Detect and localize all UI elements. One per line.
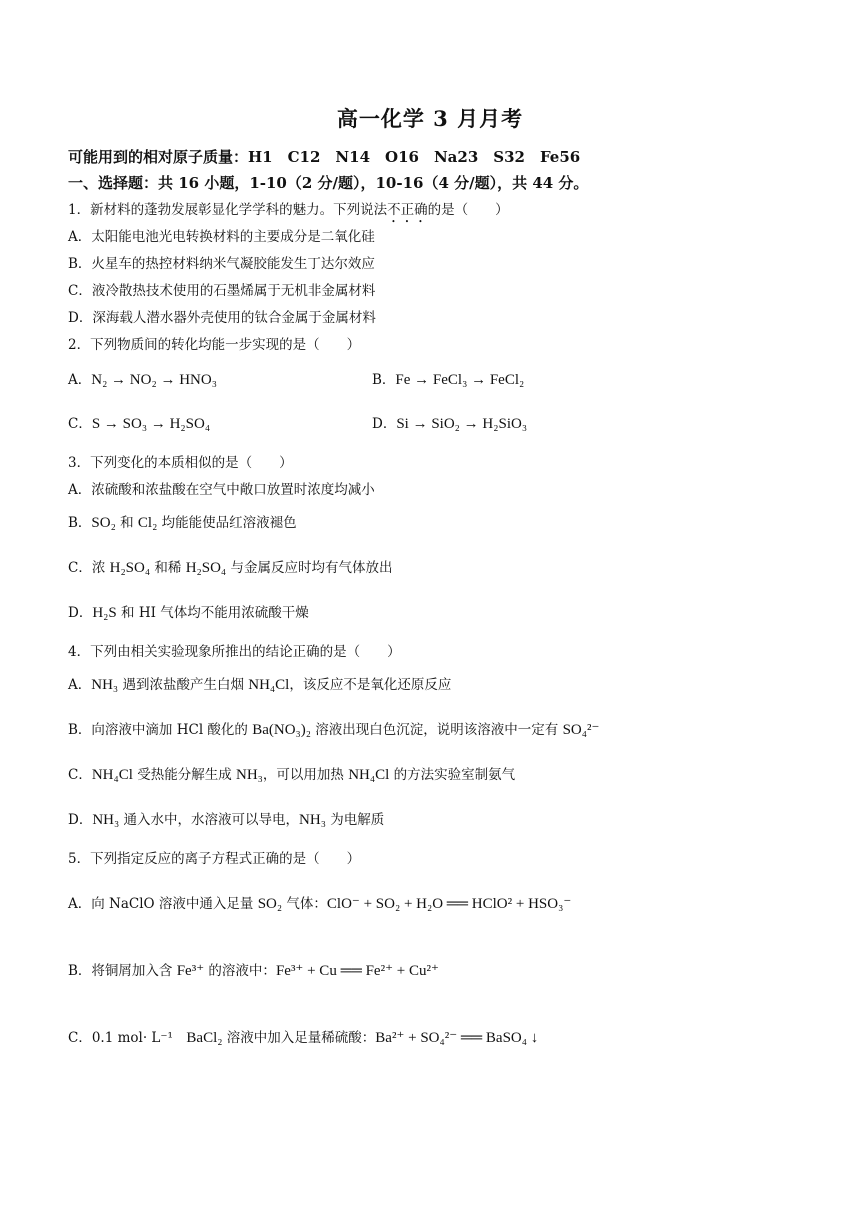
question-3-option-b bbox=[68, 511, 297, 532]
formula: NH₃ bbox=[91, 677, 119, 693]
option-label: C． bbox=[68, 767, 92, 783]
text: ，该反应不是氧化还原反应 bbox=[289, 677, 452, 693]
formula: SO₂ bbox=[257, 896, 283, 912]
formula: NH₃ bbox=[299, 812, 326, 828]
option-label: B．将铜屑加入含 bbox=[68, 963, 177, 979]
formula: Ba(NO₃)₂ bbox=[252, 722, 311, 738]
formula: Cl₂ bbox=[137, 515, 158, 531]
question-5-option-a bbox=[68, 892, 571, 913]
question-5-stem: 5．下列指定反应的离子方程式正确的是（ ） bbox=[68, 851, 361, 867]
text: 为电解质 bbox=[325, 812, 385, 828]
text: 通入水中，水溶液可以导电， bbox=[119, 812, 300, 828]
text: 溶液中加入足量稀硫酸： bbox=[222, 1030, 376, 1046]
option-label: A．向 NaClO 溶液中通入足量 bbox=[68, 896, 258, 912]
question-2-option-d bbox=[372, 412, 527, 433]
formula: NH₃ bbox=[236, 767, 263, 783]
question-5-option-b bbox=[68, 959, 439, 980]
formula: SO₄²⁻ bbox=[562, 722, 600, 738]
question-2-option-c bbox=[68, 412, 210, 433]
question-4-option-b bbox=[68, 718, 599, 739]
question-1-stem-part-a: 1．新材料的蓬勃发展彰显化学学科的魅力。下列说法 bbox=[68, 202, 388, 218]
formula: SO₂ bbox=[91, 515, 116, 531]
question-4-option-c bbox=[68, 763, 515, 784]
text: ，可以用加热 bbox=[262, 767, 349, 783]
question-1-emphasis: 不正确 bbox=[387, 202, 428, 218]
option-label: B．向溶液中滴加 HCl 酸化的 bbox=[68, 722, 253, 738]
option-label: C． bbox=[68, 416, 92, 432]
question-2-option-a bbox=[68, 368, 217, 389]
question-4-option-d bbox=[68, 808, 384, 829]
formula: Si → SiO₂ → H₂SiO₃ bbox=[396, 416, 528, 432]
formula: H₂SO₄ bbox=[109, 560, 151, 576]
ionic-equation: Ba²⁺ + SO₄²⁻ ══ BaSO₄ ↓ bbox=[375, 1030, 539, 1046]
text: 和稀 bbox=[150, 560, 186, 576]
formula: NH₃ bbox=[92, 812, 120, 828]
option-label: D． bbox=[68, 605, 93, 621]
ionic-equation: Fe³⁺ + Cu ══ Fe²⁺ + Cu²⁺ bbox=[275, 963, 439, 979]
text: 遇到浓盐酸产生白烟 bbox=[118, 677, 249, 693]
text: 的方法实验室制氨气 bbox=[389, 767, 516, 783]
section-heading: 一、选择题：共 16 小题，1-10（2 分/题），10-16（4 分/题），共 44 分。 bbox=[68, 174, 589, 192]
question-2-option-b bbox=[372, 368, 524, 389]
option-label: B． bbox=[68, 515, 92, 531]
question-5-option-c bbox=[68, 1026, 538, 1047]
text: 和 bbox=[115, 515, 138, 531]
question-3-option-d bbox=[68, 601, 309, 622]
formula: Fe → FeCl₃ → FeCl₂ bbox=[395, 372, 525, 388]
question-2-stem: 2．下列物质间的转化均能一步实现的是（ ） bbox=[68, 337, 361, 353]
option-label: D． bbox=[372, 416, 397, 432]
atomic-masses-line: 可能用到的相对原子质量：H1 C12 N14 O16 Na23 S32 Fe56 bbox=[68, 148, 581, 166]
text: 受热能分解生成 bbox=[132, 767, 237, 783]
option-label: D． bbox=[68, 812, 93, 828]
question-1-option-b: B．火星车的热控材料纳米气凝胶能发生丁达尔效应 bbox=[68, 256, 375, 272]
option-label: C．0.1 mol· L⁻¹ bbox=[68, 1030, 187, 1046]
formula: BaCl₂ bbox=[186, 1030, 223, 1046]
text: 与金属反应时均有气体放出 bbox=[226, 560, 393, 576]
question-1-option-d: D．深海载人潜水器外壳使用的钛合金属于金属材料 bbox=[68, 310, 376, 326]
option-label: A． bbox=[68, 372, 92, 388]
text: 和 HI 气体均不能用浓硫酸干燥 bbox=[116, 605, 309, 621]
text: 溶液出现白色沉淀，说明该溶液中一定有 bbox=[311, 722, 563, 738]
question-1-option-c: C．液冷散热技术使用的石墨烯属于无机非金属材料 bbox=[68, 283, 376, 299]
formula: N₂ → NO₂ → HNO₃ bbox=[91, 372, 217, 388]
page-title: 高一化学 3 月月考 bbox=[336, 106, 524, 131]
formula: Fe³⁺ bbox=[176, 963, 205, 979]
question-3-option-c bbox=[68, 556, 392, 577]
ionic-equation: ClO⁻ + SO₂ + H₂O ══ HClO² + HSO₃⁻ bbox=[326, 896, 572, 912]
formula: NH₄Cl bbox=[348, 767, 390, 783]
text: 的溶液中： bbox=[204, 963, 276, 979]
option-label: A． bbox=[68, 677, 92, 693]
question-3-option-a: A．浓硫酸和浓盐酸在空气中敞口放置时浓度均减小 bbox=[68, 482, 375, 498]
text: 均能能使品红溶液褪色 bbox=[157, 515, 297, 531]
text: 气体： bbox=[282, 896, 327, 912]
question-3-stem: 3．下列变化的本质相似的是（ ） bbox=[68, 455, 293, 471]
question-1-stem-part-b: 的是（ ） bbox=[427, 202, 509, 218]
question-1-stem bbox=[68, 198, 509, 226]
option-label: B． bbox=[372, 372, 396, 388]
formula: H₂S bbox=[92, 605, 117, 621]
formula: NH₄Cl bbox=[91, 767, 133, 783]
formula: NH₄Cl bbox=[248, 677, 290, 693]
formula: H₂SO₄ bbox=[185, 560, 227, 576]
question-4-stem: 4．下列由相关实验现象所推出的结论正确的是（ ） bbox=[68, 644, 401, 660]
formula: S → SO₃ → H₂SO₄ bbox=[91, 416, 211, 432]
question-1-option-a: A．太阳能电池光电转换材料的主要成分是二氧化硅 bbox=[68, 229, 375, 245]
option-label: C．浓 bbox=[68, 560, 110, 576]
question-4-option-a bbox=[68, 673, 451, 694]
